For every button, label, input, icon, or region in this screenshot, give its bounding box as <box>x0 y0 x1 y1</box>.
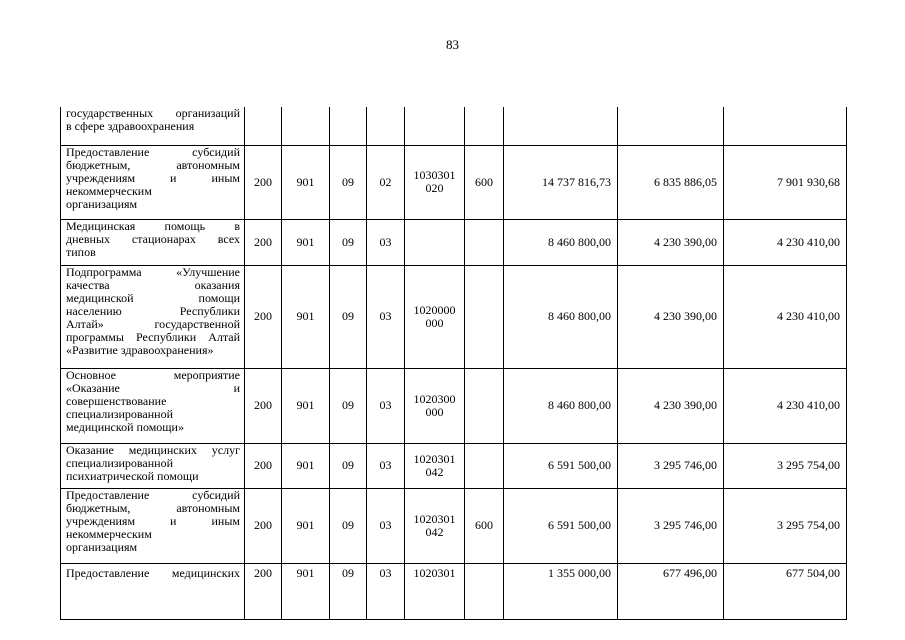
row-name <box>61 488 245 563</box>
cell-sum-1: 6 591 500,00 <box>504 443 618 488</box>
csr-part-2: 020 <box>425 181 444 195</box>
name-line: учреждениям и иным <box>66 170 240 185</box>
cell-sum-1: 1 355 000,00 <box>504 563 618 619</box>
cell-rz: 09 <box>330 265 367 368</box>
name-line: «Оказание и <box>66 380 240 395</box>
cell-sum-3: 3 295 754,00 <box>724 443 847 488</box>
row-name <box>61 443 245 488</box>
csr-part-1: 1020301 <box>413 451 456 466</box>
name-line: бюджетным, автономным <box>66 157 240 172</box>
cell-pr: 03 <box>367 219 405 265</box>
name-line: специализированной <box>66 406 174 421</box>
cell-vr <box>465 563 504 619</box>
csr-part-2: 042 <box>425 524 444 539</box>
cell-ved: 901 <box>282 145 330 219</box>
cell-sum-3: 677 504,00 <box>724 563 847 619</box>
name-line: бюджетным, автономным <box>66 500 240 515</box>
name-line: некоммерческим <box>66 183 152 198</box>
table-row <box>61 107 847 145</box>
table-row <box>61 219 847 265</box>
budget-table <box>60 107 847 620</box>
name-line: Основное мероприятие <box>66 367 240 382</box>
csr-part-2: 000 <box>425 404 444 419</box>
row-name <box>61 145 245 219</box>
cell-sum-1: 14 737 816,73 <box>504 145 618 219</box>
cell-sum-1: 8 460 800,00 <box>504 265 618 368</box>
cell-csr <box>405 488 465 563</box>
cell-pr <box>367 107 405 145</box>
name-line: «Развитие здравоохранения» <box>66 342 214 357</box>
cell-sum-2: 6 835 886,05 <box>618 145 724 219</box>
cell-gr <box>245 107 282 145</box>
cell-sum-1: 8 460 800,00 <box>504 368 618 443</box>
cell-gr: 200 <box>245 488 282 563</box>
name-line: государственных организаций <box>66 106 240 120</box>
cell-ved: 901 <box>282 443 330 488</box>
csr-part-1: 1020301 <box>413 565 456 580</box>
cell-sum-1: 8 460 800,00 <box>504 219 618 265</box>
table-row <box>61 145 847 219</box>
table-body <box>61 107 847 619</box>
cell-pr: 03 <box>367 488 405 563</box>
cell-vr: 600 <box>465 145 504 219</box>
cell-csr <box>405 443 465 488</box>
page-number: 83 <box>446 37 459 52</box>
cell-sum-2: 4 230 390,00 <box>618 265 724 368</box>
table-row <box>61 488 847 563</box>
cell-pr: 03 <box>367 563 405 619</box>
cell-vr: 600 <box>465 488 504 563</box>
cell-ved: 901 <box>282 219 330 265</box>
name-line: Подпрограмма «Улучшение <box>66 264 240 279</box>
cell-pr: 03 <box>367 443 405 488</box>
row-name <box>61 368 245 443</box>
name-line: Алтай» государственной <box>66 316 240 331</box>
name-line: Предоставление субсидий <box>66 487 240 502</box>
name-line: в сфере здравоохранения <box>66 119 195 133</box>
cell-gr: 200 <box>245 145 282 219</box>
name-line: типов <box>66 244 96 259</box>
cell-ved: 901 <box>282 488 330 563</box>
table-row <box>61 443 847 488</box>
name-line: медицинской помощи» <box>66 419 184 434</box>
cell-sum-1 <box>504 107 618 145</box>
cell-pr: 03 <box>367 368 405 443</box>
cell-ved: 901 <box>282 368 330 443</box>
cell-gr: 200 <box>245 443 282 488</box>
name-line: Предоставление субсидий <box>66 144 240 159</box>
cell-csr <box>405 145 465 219</box>
csr-part-1: 1020000 <box>413 302 456 317</box>
cell-rz: 09 <box>330 488 367 563</box>
csr-part-1: 1020300 <box>413 391 456 406</box>
cell-sum-2 <box>618 107 724 145</box>
cell-csr <box>405 107 465 145</box>
row-name <box>61 219 245 265</box>
cell-sum-3 <box>724 107 847 145</box>
cell-vr <box>465 219 504 265</box>
cell-pr: 03 <box>367 265 405 368</box>
cell-sum-2: 4 230 390,00 <box>618 219 724 265</box>
cell-sum-3: 4 230 410,00 <box>724 265 847 368</box>
cell-vr <box>465 443 504 488</box>
cell-vr <box>465 107 504 145</box>
cell-csr <box>405 219 465 265</box>
cell-sum-3: 4 230 410,00 <box>724 368 847 443</box>
cell-sum-2: 3 295 746,00 <box>618 443 724 488</box>
csr-part-1: 1030301 <box>413 168 456 182</box>
table-row <box>61 563 847 619</box>
csr-part-1: 1020301 <box>413 511 456 526</box>
cell-gr: 200 <box>245 265 282 368</box>
cell-rz: 09 <box>330 219 367 265</box>
name-line: качества оказания <box>66 277 240 292</box>
name-line: программы Республики Алтай <box>66 329 240 344</box>
name-line: некоммерческим <box>66 526 152 541</box>
cell-rz <box>330 107 367 145</box>
cell-csr <box>405 265 465 368</box>
name-line: Предоставление медицинских <box>66 565 240 580</box>
cell-sum-3: 4 230 410,00 <box>724 219 847 265</box>
name-line: Оказание медицинских услуг <box>66 442 240 457</box>
cell-gr: 200 <box>245 219 282 265</box>
cell-sum-1: 6 591 500,00 <box>504 488 618 563</box>
cell-rz: 09 <box>330 563 367 619</box>
cell-pr: 02 <box>367 145 405 219</box>
name-line: дневных стационарах всех <box>66 231 240 246</box>
csr-part-2: 042 <box>425 464 444 479</box>
name-line: организациям <box>66 539 138 554</box>
name-line: организациям <box>66 196 138 211</box>
cell-gr: 200 <box>245 563 282 619</box>
row-name <box>61 107 245 145</box>
name-line: медицинской помощи <box>66 290 240 305</box>
cell-ved <box>282 107 330 145</box>
table-row <box>61 265 847 368</box>
cell-gr: 200 <box>245 368 282 443</box>
cell-sum-3: 7 901 930,68 <box>724 145 847 219</box>
name-line: специализированной <box>66 455 174 470</box>
name-line: психиатрической помощи <box>66 468 199 483</box>
csr-part-2: 000 <box>425 315 444 330</box>
cell-sum-2: 4 230 390,00 <box>618 368 724 443</box>
cell-rz: 09 <box>330 443 367 488</box>
cell-ved: 901 <box>282 563 330 619</box>
name-line: совершенствование <box>66 393 167 408</box>
cell-vr <box>465 368 504 443</box>
cell-sum-2: 3 295 746,00 <box>618 488 724 563</box>
cell-ved: 901 <box>282 265 330 368</box>
cell-rz: 09 <box>330 368 367 443</box>
name-line: населению Республики <box>66 303 240 318</box>
row-name <box>61 563 245 619</box>
table-row <box>61 368 847 443</box>
cell-sum-2: 677 496,00 <box>618 563 724 619</box>
cell-sum-3: 3 295 754,00 <box>724 488 847 563</box>
cell-vr <box>465 265 504 368</box>
row-name <box>61 265 245 368</box>
name-line: Медицинская помощь в <box>66 218 240 233</box>
cell-csr <box>405 563 465 619</box>
name-line: учреждениям и иным <box>66 513 240 528</box>
cell-csr <box>405 368 465 443</box>
cell-rz: 09 <box>330 145 367 219</box>
